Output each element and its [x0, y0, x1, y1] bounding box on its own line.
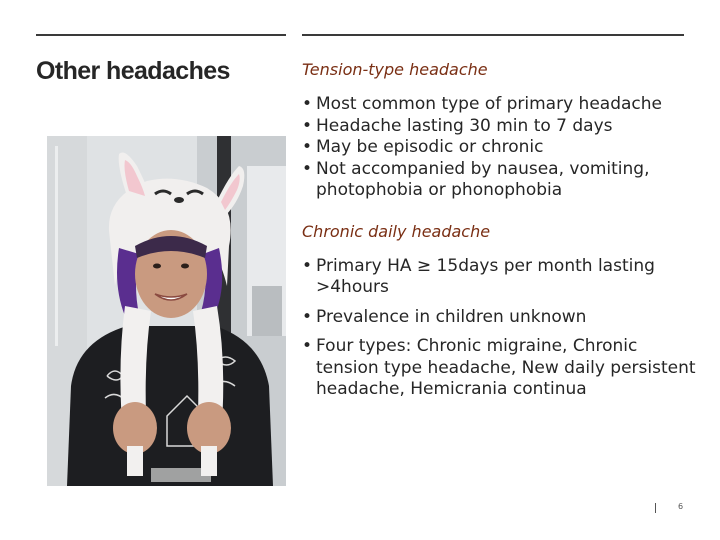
section-heading-tension-type: Tension-type headache	[302, 60, 488, 79]
slide-title: Other headaches	[36, 57, 230, 85]
slide-number: 6	[678, 502, 684, 511]
section-heading-chronic-daily: Chronic daily headache	[302, 221, 491, 241]
bullet-list-tension-type	[302, 94, 702, 202]
photo-girl-bunny-hat	[47, 136, 286, 486]
list-item: • Prevalence in children unknown	[302, 307, 702, 329]
content-divider-right	[302, 34, 684, 36]
list-item: • Four types: Chronic migraine, Chronic tension type headache, New daily persistent headache, Hemicrania continua	[302, 336, 702, 401]
list-item: • Headache lasting 30 min to 7 days	[302, 116, 702, 138]
title-divider-left	[36, 34, 286, 36]
bullet-list-chronic-daily	[302, 256, 702, 401]
list-item: • Most common type of primary headache	[302, 94, 702, 116]
slide-content	[302, 59, 702, 401]
footer-divider	[655, 503, 656, 513]
list-item: • Primary HA ≥ 15days per month lasting >4hours	[302, 256, 702, 299]
list-item: • Not accompanied by nausea, vomiting, photophobia or phonophobia	[302, 159, 702, 202]
list-item: • May be episodic or chronic	[302, 137, 702, 159]
